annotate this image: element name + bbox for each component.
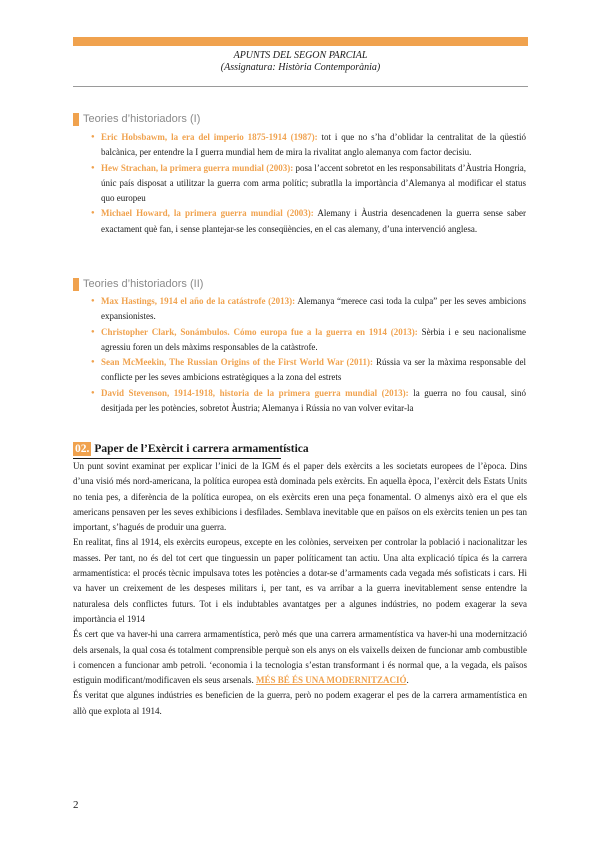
item-text: la guerra no fou causal, sinó desitjada per les potències, sobretot Àustria; Alemanya i Rússia no van volver evitar-la	[101, 387, 526, 414]
list-item	[92, 355, 526, 386]
section-heading-2	[73, 277, 203, 291]
body-text	[73, 459, 527, 719]
reference: Max Hastings, 1914 el año de la catástrofe (2013):	[101, 296, 296, 306]
page-number: 2	[73, 799, 79, 811]
item-text: tot i que no s’ha d’oblidar la centralitat de la qüestió balcànica, per entendre la I guerra mundial hem de mira la rivalitat anglo alemanya com factor decisiu.	[101, 132, 526, 158]
reference: Hew Strachan, la primera guerra mundial (2003):	[101, 162, 294, 173]
reference: David Stevenson, 1914-1918, historia de la primera guerra mundial (2013):	[101, 387, 409, 398]
section-marker	[73, 113, 79, 126]
reference: Christopher Clark, Sonámbulos. Cómo europa fue a la guerra en 1914 (2013):	[101, 326, 418, 337]
item-text: Alemany i Àustria desencadenen la guerra sense saber exactament què fan, i sense plantejar-se les conseqüències, en el cas alemany, d’una intervenció anglesa.	[101, 208, 527, 234]
header-title: APUNTS DEL SEGON PARCIAL	[233, 50, 368, 61]
list-item	[92, 386, 526, 417]
list-item	[92, 161, 526, 207]
subsection-number: 02.	[75, 443, 90, 455]
paragraph	[73, 627, 527, 688]
paragraph: En realitat, fins al 1914, els exèrcits europeus, excepte en les colònies, serveixen per controlar la població i nacionalitzar les masses. Per tant, no és del tot cert que tinguessin un paper políticament tan actiu. Una alta explicació típica és la carrera armamentística: el procés tècnic impulsava totes les potències a dotar-se d’armaments cada vegada més sofisticats i cars. Hi va haver un creixement de les despeses militars i, per tant, es va arribar a la guerra inevitablement sense entendre la naturalesa dels conflictes futurs. Tot i els indubtables avantatges per a algunes indústries, no podem exagerar la seva importància el 1914	[73, 537, 527, 624]
reference: Eric Hobsbawm, la era del imperio 1875-1914 (1987):	[101, 132, 318, 142]
paragraph: És veritat que algunes indústries es beneficien de la guerra, però no podem exagerar el pes de la carrera armamentística en allò que explota al 1914.	[73, 690, 527, 716]
reference: Michael Howard, la primera guerra mundial (2003):	[101, 208, 314, 219]
highlighted-phrase: MÉS BÉ ÉS UNA MODERNITZACIÓ	[255, 675, 407, 686]
historian-list-2	[92, 294, 526, 416]
paragraph-end: .	[406, 675, 409, 686]
item-text: posa l’accent sobretot en les responsabilitats d’Àustria Hongria, únic país disposat a utilitzar la guerra com arma polític; subratlla la importància d’Alemanya al modificar el status quo europeu	[101, 162, 527, 204]
historian-list-1	[92, 130, 526, 237]
section-title: Teories d’historiadors (II)	[83, 278, 204, 290]
reference: Sean McMeekin, The Russian Origins of the First World War (2011):	[101, 357, 374, 368]
subsection-heading	[73, 442, 309, 456]
subsection-title: Paper de l’Exèrcit i carrera armamentística	[94, 443, 309, 455]
list-item	[92, 325, 526, 356]
section-marker	[73, 278, 79, 291]
paragraph: Un punt sovint examinat per explicar l’inici de la IGM és el paper dels exèrcits a les societats europees de l’època. Dins d’una visió més nord-americana, la política europea està dominada pels exèrcits. En aquella època, l’exèrcit dels Estats Units no tenia pes, a diferència de la política europea, on els exèrcits eren una peça fonamental. O almenys això era el que els americans pensaven per les seves exhibicions i desfilades. Semblava inevitable que en països on els exèrcits tenien un pes tan important, s’hagués de produir una guerra.	[73, 461, 527, 533]
list-item	[92, 130, 526, 161]
header-divider	[73, 86, 528, 87]
item-text: Alemanya “merece casi toda la culpa” per les seves ambicions expansionistes.	[101, 296, 527, 322]
paragraph-text: És cert que va haver-hi una carrera armamentística, però més que una carrera armamentística va haver-hi una modernització dels arsenals, la qual cosa és totalment comprensible perquè son els anys on els vaixells deixen de funcionar amb combustible i comencen a funcionar amb petroli. ‘economia i la tecnologia s’estan transformant i és normal que, a la vegada, els països estiguin modificant/modificaven els seus arsenals.	[73, 629, 527, 686]
header-accent-bar	[73, 37, 528, 46]
item-text: Rússia va ser la màxima responsable del conflicte per les seves ambicions estratègiques a la zona del estrets	[101, 357, 526, 383]
list-item	[92, 206, 526, 237]
section-heading-1	[73, 112, 200, 126]
item-text: Sèrbia i e seu nacionalisme agressiu foren un dels màxims responsables de la catàstrofe.	[101, 326, 527, 352]
page-header	[73, 50, 528, 74]
list-item	[92, 294, 526, 325]
section-title: Teories d’historiadors (I)	[83, 113, 201, 125]
header-subtitle: (Assignatura: Història Contemporània)	[220, 62, 381, 73]
